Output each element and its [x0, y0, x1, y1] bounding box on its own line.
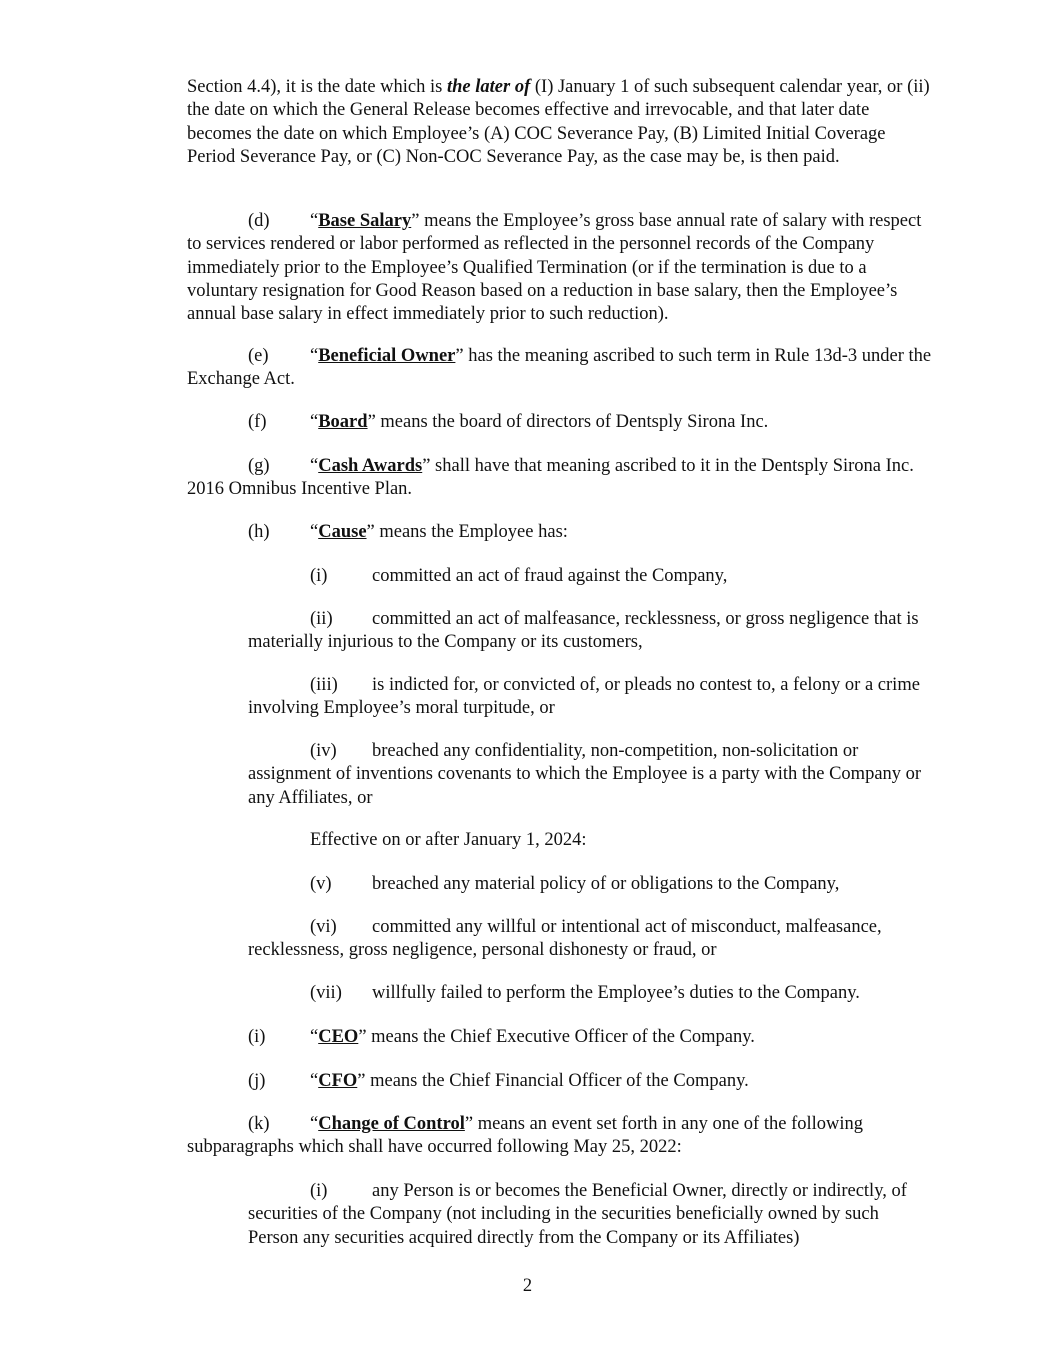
intro-emphasis: the later of [447, 77, 531, 97]
cause-item-iv [248, 740, 932, 810]
item-text: committed any willful or intentional act of misconduct, malfeasance, recklessness, gross negligence, personal dishonesty or fraud, or [248, 917, 882, 961]
definition-k: (k) “Change of Control” means an event set forth in any one of the following subparagraphs which shall have occurred following May 25, 2022: [187, 1114, 864, 1158]
definition-text: ” means the board of directors of Dentsply Sirona Inc. [367, 412, 769, 432]
effective-text: Effective on or after January 1, 2024: [310, 830, 587, 850]
definition-j: (j) “CFO” means the Chief Financial Officer of the Company. [187, 1070, 932, 1093]
clause-number: (d) [248, 211, 270, 231]
defined-term: Base Salary [318, 211, 412, 231]
clause-number: (i) [248, 1027, 266, 1047]
item-text: breached any confidentiality, non-competition, non-solicitation or assignment of inventions covenants to which the Employee is a party with the Company or any Affiliates, or [248, 741, 922, 808]
defined-term: Board [318, 412, 368, 432]
cause-item-ii [248, 608, 932, 655]
defined-term: Change of Control [318, 1114, 465, 1134]
definition-text: ” means the Chief Financial Officer of the Company. [357, 1071, 749, 1091]
item-text: any Person is or becomes the Beneficial Owner, directly or indirectly, of securities of the Company (not including in the securities beneficially owned by such Person any securities acquired directly from the Company or its Affiliates) [248, 1181, 907, 1248]
clause-number: (v) [310, 874, 332, 894]
cause-item-iii [248, 674, 932, 721]
definition-h: (h) “Cause” means the Employee has: [187, 521, 932, 544]
definition-text: ” means an event set forth in any one of the following subparagraphs which shall have occurred following May 25, 2022: [187, 1114, 864, 1158]
intro-text-c: (I) January 1 of such subsequent calendar year, or (ii) the date on which the General Release becomes effective and irrevocable, and that later date becomes the date on which Employee’s (A) COC Severance Pay, (B) Limited Initial Coverage Period Severance Pay, or (C) Non-COC Severance Pay, as the case may be, is then paid. [187, 77, 930, 167]
clause-number: (g) [248, 456, 270, 476]
clause-number: (e) [248, 346, 269, 366]
clause-number: (f) [248, 412, 267, 432]
definition-g: (g) “Cash Awards” shall have that meaning ascribed to it in the Dentsply Sirona Inc. 2016 Omnibus Incentive Plan. [187, 456, 914, 500]
clause-number: (ii) [310, 609, 333, 629]
page-number: 2 [522, 1276, 533, 1296]
defined-term: CEO [318, 1027, 359, 1047]
definition-text: ” means the Chief Executive Officer of the Company. [358, 1027, 755, 1047]
clause-number: (vii) [310, 983, 342, 1003]
clause-number: (i) [310, 566, 328, 586]
clause-number: (i) [310, 1181, 328, 1201]
clause-number: (iv) [310, 741, 337, 761]
item-text: is indicted for, or convicted of, or pleads no contest to, a felony or a crime involving Employee’s moral turpitude, or [248, 675, 920, 719]
item-text: committed an act of fraud against the Company, [372, 566, 728, 586]
intro-text-a: Section 4.4), it is the date which is [187, 77, 447, 97]
clause-number: (h) [248, 522, 270, 542]
cause-item-v [248, 873, 932, 896]
clause-number: (j) [248, 1071, 266, 1091]
clause-number: (k) [248, 1114, 270, 1134]
defined-term: Cause [318, 522, 367, 542]
definition-text: ” means the Employee has: [366, 522, 568, 542]
cause-item-vii [248, 982, 932, 1005]
clause-number: (iii) [310, 675, 338, 695]
clause-number: (vi) [310, 917, 337, 937]
effective-note [248, 829, 932, 852]
definition-f: (f) “Board” means the board of directors of Dentsply Sirona Inc. [187, 411, 932, 434]
cause-item-vi [248, 916, 932, 963]
change-of-control-item-i [248, 1180, 932, 1250]
definition-e: (e) “Beneficial Owner” has the meaning ascribed to such term in Rule 13d-3 under the Exchange Act. [187, 346, 932, 390]
item-text: committed an act of malfeasance, recklessness, or gross negligence that is materially injurious to the Company or its customers, [248, 609, 919, 653]
definition-d: (d) “Base Salary” means the Employee’s gross base annual rate of salary with respect to services rendered or labor performed as reflected in the personnel records of the Company immediately prior to the Employee’s Qualified Termination (or if the termination is due to a voluntary resignation for Good Reason based on a reduction in base salary, then the Employee’s annual base salary in effect immediately prior to such reduction). [187, 211, 922, 325]
item-text: willfully failed to perform the Employee’s duties to the Company. [372, 983, 860, 1003]
defined-term: Cash Awards [318, 456, 423, 476]
cause-item-i [248, 565, 932, 588]
defined-term: CFO [318, 1071, 358, 1091]
intro-paragraph [187, 76, 932, 169]
defined-term: Beneficial Owner [318, 346, 456, 366]
item-text: breached any material policy of or obligations to the Company, [372, 874, 840, 894]
definition-text: ” has the meaning ascribed to such term in Rule 13d-3 under the Exchange Act. [187, 346, 932, 390]
definition-text: ” shall have that meaning ascribed to it in the Dentsply Sirona Inc. 2016 Omnibus Incentive Plan. [187, 456, 914, 500]
definition-i: (i) “CEO” means the Chief Executive Officer of the Company. [187, 1026, 932, 1049]
definition-text: ” means the Employee’s gross base annual rate of salary with respect to services rendered or labor performed as reflected in the personnel records of the Company immediately prior to the Employee’s Qualified Termination (or if the termination is due to a voluntary resignation for Good Reason based on a reduction in base salary, then the Employee’s annual base salary in effect immediately prior to such reduction). [187, 211, 922, 325]
